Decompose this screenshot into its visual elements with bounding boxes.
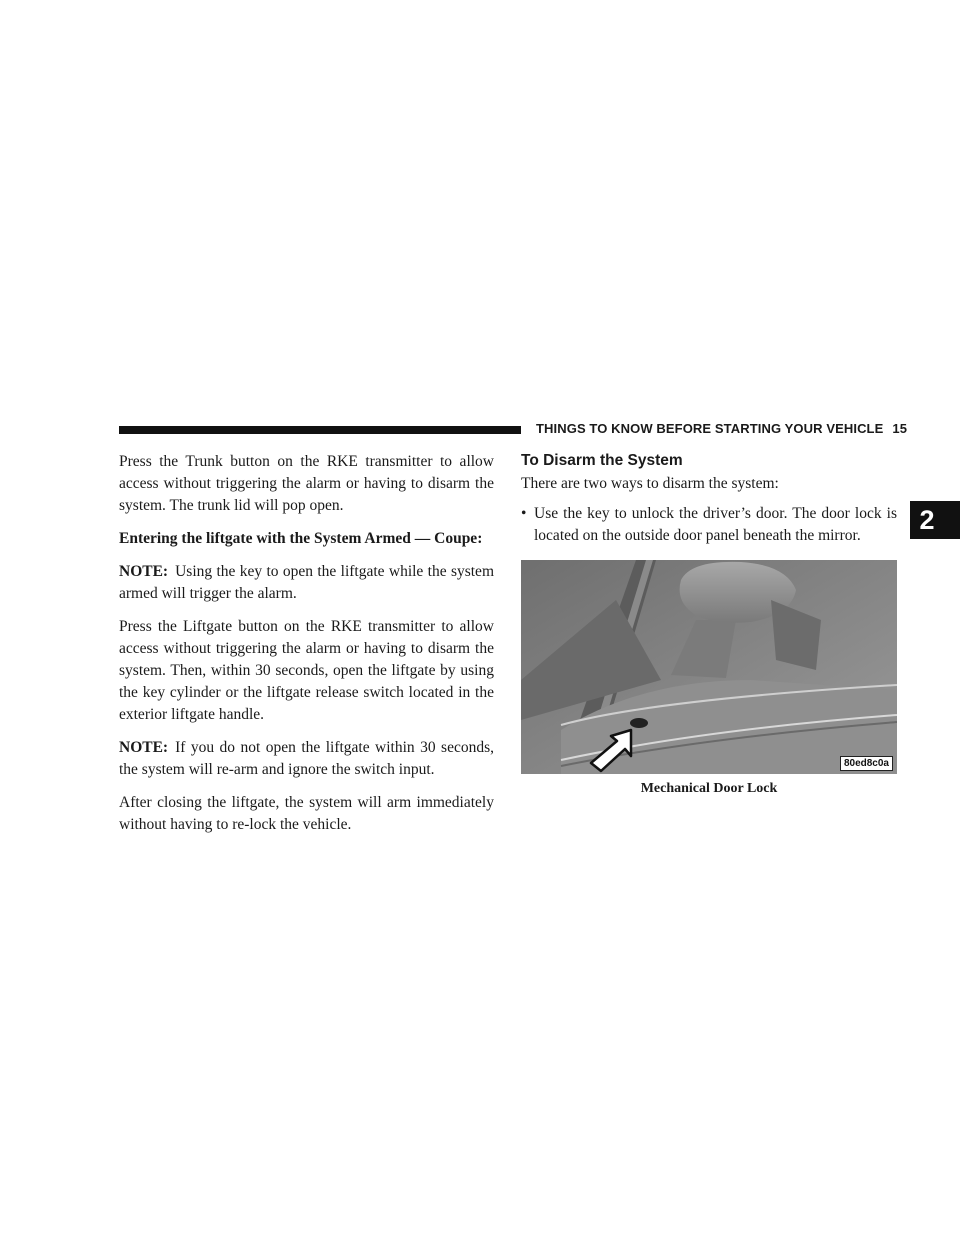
paragraph-trunk: Press the Trunk button on the RKE transmitter to allow access without triggering the alarm or having to disarm the system. The trunk lid will pop open. [119,453,494,514]
bullet-item [521,503,897,547]
section-heading-disarm: To Disarm the System [521,452,683,469]
note-liftgate-key [119,561,494,605]
running-header [536,421,908,436]
header-title-text: THINGS TO KNOW BEFORE STARTING YOUR VEHICLE [536,421,884,436]
paragraph-liftgate: Press the Liftgate button on the RKE transmitter to allow access without triggering the alarm or having to disarm the system. Then, within 30 seconds, open the liftgate by using the key cylinder or the liftgate release switch located in the exterior liftgate handle. [119,618,494,723]
note-rearm [119,737,494,781]
header-rule [119,426,521,434]
paragraph-arm: After closing the liftgate, the system will arm immediately without having to re-lock the vehicle. [119,794,494,833]
figure-code: 80ed8c0a [840,756,893,771]
page-number: 15 [892,421,908,436]
paragraph-disarm-intro: There are two ways to disarm the system: [521,475,779,492]
note-text: If you do not open the liftgate within 30 seconds, the system will re-arm and ignore the switch input. [119,739,494,778]
note-label: NOTE: [119,563,169,580]
subheading-liftgate: Entering the liftgate with the System Armed — Coupe: [119,530,483,547]
note-text: Using the key to open the liftgate while the system armed will trigger the alarm. [119,563,494,602]
car-door-drawing [521,560,897,774]
bullet-text: Use the key to unlock the driver’s door. The door lock is located on the outside door panel beneath the mirror. [534,505,897,544]
bullet-dot: • [521,505,527,522]
note-label: NOTE: [119,739,169,756]
left-column [119,451,494,847]
door-lock-illustration [521,560,897,774]
figure-caption: Mechanical Door Lock [640,781,778,796]
chapter-tab: 2 [910,501,960,539]
right-column [521,451,897,547]
